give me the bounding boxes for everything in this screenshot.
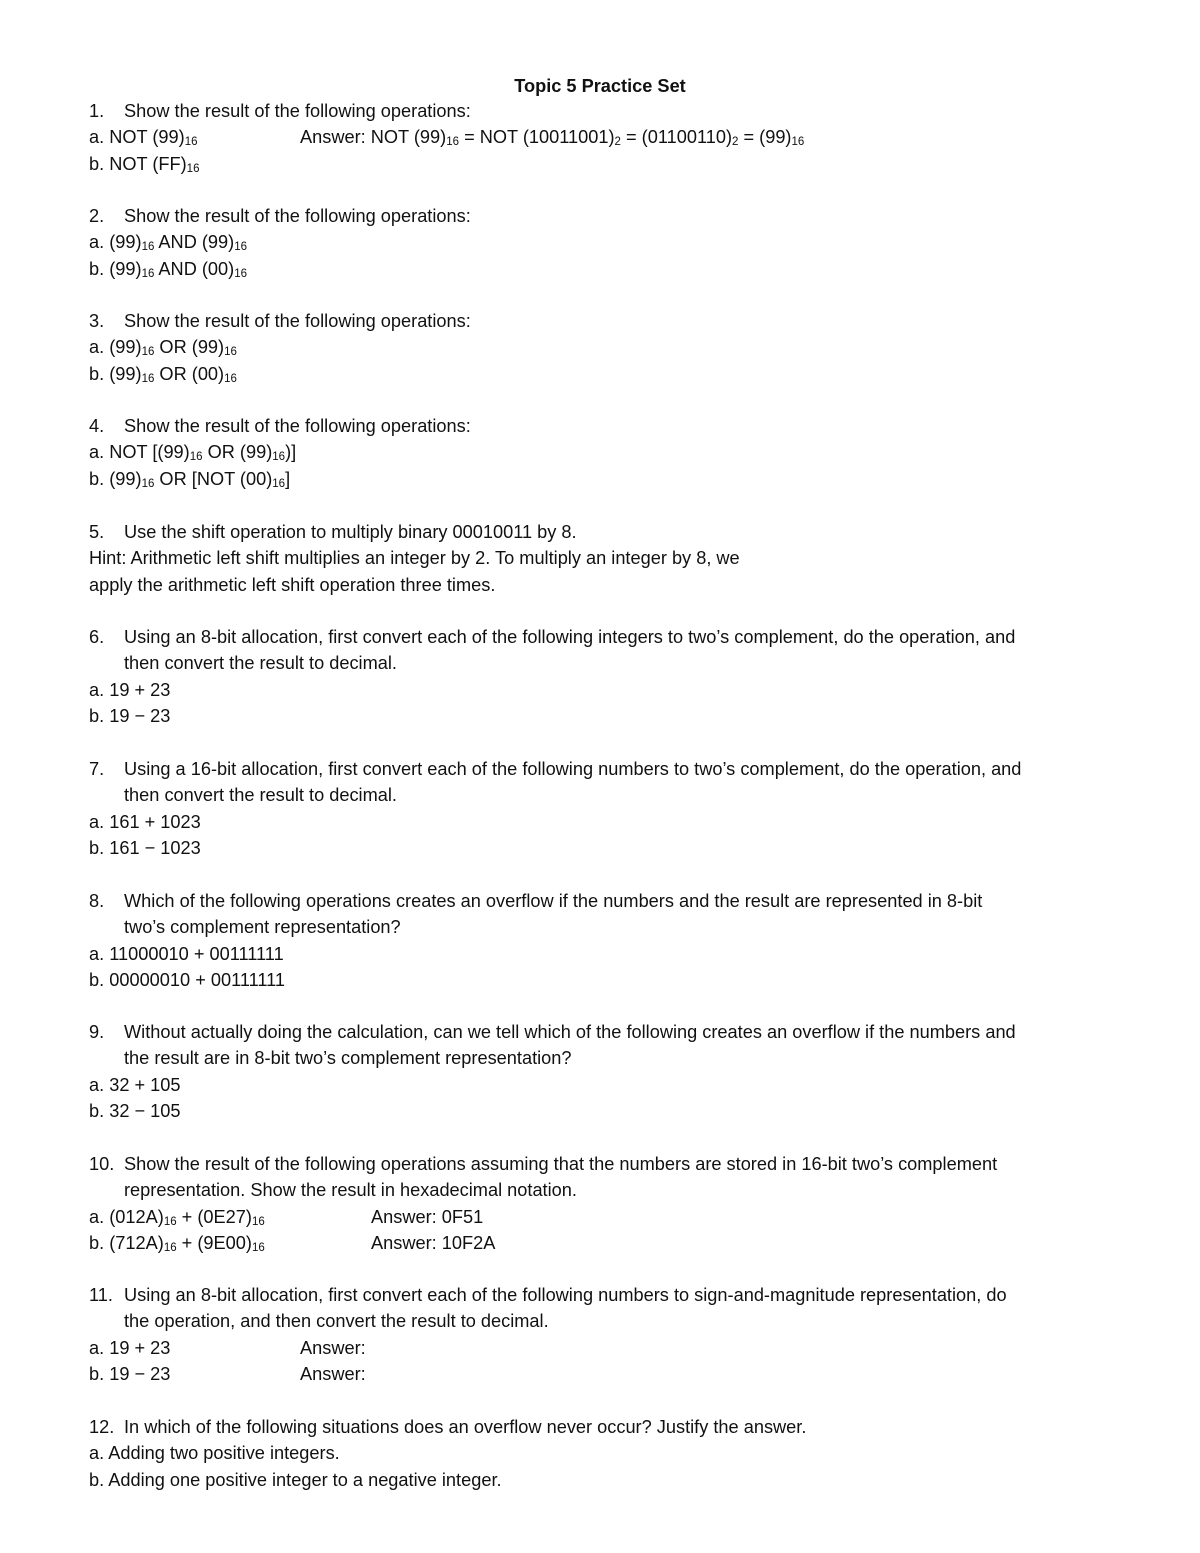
question-text — [89, 519, 1149, 545]
item-b — [89, 466, 1149, 492]
question-3 — [89, 308, 1149, 387]
question-number: 4. — [89, 416, 105, 436]
question-prompt: Show the result of the following operations: — [124, 416, 471, 436]
item-b — [89, 151, 1149, 177]
item-a — [89, 439, 1149, 465]
subscript: 16 — [234, 241, 248, 254]
item-a: a. 19 + 23 — [89, 679, 171, 700]
question-number: 9. — [89, 1022, 105, 1042]
question-text — [89, 888, 1149, 914]
question-9 — [89, 1019, 1149, 1124]
question-number: 5. — [89, 522, 105, 542]
question-text — [89, 1019, 1149, 1045]
question-number: 6. — [89, 627, 105, 647]
question-text-continued: then convert the result to decimal. — [124, 785, 397, 806]
question-text — [89, 308, 1149, 334]
item-a-operation: + (0E27) — [176, 1206, 252, 1227]
answer-part: Answer: NOT (99) — [300, 127, 447, 148]
question-11 — [89, 1282, 1149, 1387]
question-text-continued: then convert the result to decimal. — [124, 653, 397, 674]
item-b — [89, 361, 1149, 387]
question-7 — [89, 756, 1149, 861]
question-prompt: Show the result of the following operations assuming that the numbers are stored in 16-bit two’s complement — [124, 1154, 998, 1174]
question-5 — [89, 519, 1149, 598]
item-b: b. 00000010 + 00111111 — [89, 969, 286, 990]
subscript: 16 — [224, 346, 237, 359]
subscript: 16 — [224, 372, 237, 385]
item-a: a. 11000010 + 00111111 — [89, 943, 284, 964]
subscript: 16 — [141, 346, 155, 359]
item-b-operation: + (9E00) — [176, 1232, 252, 1253]
item-b-operation: OR [NOT (00) — [154, 468, 273, 489]
subscript: 2 — [614, 136, 621, 149]
question-prompt: Using an 8-bit allocation, first convert each of the following integers to two’s complement, do the operation, and — [124, 627, 1016, 647]
item-a-text: a. 19 + 23 — [89, 1337, 171, 1358]
item-a: a. Adding two positive integers. — [89, 1443, 340, 1464]
item-a-end: )] — [285, 442, 297, 463]
subscript: 16 — [272, 477, 286, 490]
item-a — [89, 229, 1149, 255]
subscript: 2 — [732, 136, 739, 149]
item-b-text: b. (99) — [89, 258, 142, 279]
subscript: 16 — [251, 1215, 265, 1228]
item-a: a. 161 + 1023 — [89, 811, 201, 832]
item-a-text: a. NOT (99) — [89, 127, 185, 148]
question-12 — [89, 1414, 1149, 1493]
item-a — [89, 1204, 1149, 1230]
question-10 — [89, 1151, 1149, 1256]
subscript: 16 — [251, 1241, 265, 1254]
question-6 — [89, 624, 1149, 729]
question-number: 8. — [89, 891, 105, 911]
item-b-text: b. (99) — [89, 468, 142, 489]
subscript: 16 — [272, 451, 286, 464]
subscript: 16 — [234, 267, 248, 280]
item-b-answer: Answer: — [300, 1363, 366, 1384]
item-b: b. 161 − 1023 — [89, 837, 201, 858]
item-b — [89, 1230, 1149, 1256]
subscript: 16 — [141, 372, 155, 385]
item-a — [89, 1335, 1149, 1361]
question-number: 11. — [89, 1285, 113, 1305]
question-text — [89, 1414, 1149, 1440]
question-prompt: Using a 16-bit allocation, first convert each of the following numbers to two’s complement, do the operation, and — [124, 759, 1022, 779]
subscript: 16 — [141, 241, 155, 254]
subscript: 16 — [189, 451, 203, 464]
item-b-text: b. NOT (FF) — [89, 153, 187, 174]
question-number: 12. — [89, 1417, 115, 1437]
item-a-answer — [300, 124, 804, 150]
question-prompt: Show the result of the following operations: — [124, 206, 471, 226]
item-b-operation: OR (00) — [154, 363, 225, 384]
item-b: b. 19 − 23 — [89, 705, 171, 726]
answer-part: = (99) — [738, 127, 792, 148]
question-number: 7. — [89, 759, 105, 779]
question-text — [89, 1151, 1149, 1177]
question-4 — [89, 413, 1149, 492]
question-text-continued: two’s complement representation? — [124, 917, 401, 938]
subscript: 16 — [163, 1215, 177, 1228]
item-b-answer: Answer: 10F2A — [371, 1232, 496, 1253]
question-text-continued: representation. Show the result in hexadecimal notation. — [124, 1180, 577, 1201]
question-prompt: Using an 8-bit allocation, first convert each of the following numbers to sign-and-magnitude representation, do — [124, 1285, 1007, 1305]
subscript: 16 — [186, 162, 200, 175]
question-number: 3. — [89, 311, 105, 331]
item-a-answer: Answer: — [300, 1337, 366, 1358]
item-a-operation: OR (99) — [202, 442, 273, 463]
question-prompt: Use the shift operation to multiply binary 00010011 by 8. — [124, 522, 577, 542]
item-b-text: b. (712A) — [89, 1232, 164, 1253]
question-prompt: Show the result of the following operations: — [124, 311, 471, 331]
item-b-text: b. (99) — [89, 363, 142, 384]
item-b: b. 32 − 105 — [89, 1100, 181, 1121]
item-a-text: a. (99) — [89, 232, 142, 253]
item-b: b. Adding one positive integer to a negative integer. — [89, 1469, 502, 1490]
item-b — [89, 256, 1149, 282]
item-b-text: b. 19 − 23 — [89, 1363, 171, 1384]
item-a-text: a. (012A) — [89, 1206, 164, 1227]
question-prompt: Show the result of the following operations: — [124, 101, 471, 121]
question-text-continued: the result are in 8-bit two’s complement representation? — [124, 1048, 572, 1069]
item-a-operation: OR (99) — [154, 337, 225, 358]
question-text — [89, 1282, 1149, 1308]
question-number: 10. — [89, 1154, 115, 1174]
item-a-text: a. NOT [(99) — [89, 442, 190, 463]
item-a-operation: AND (99) — [154, 232, 235, 253]
hint-line: Hint: Arithmetic left shift multiplies an integer by 2. To multiply an integer by 8, we — [89, 548, 740, 569]
item-a: a. 32 + 105 — [89, 1074, 181, 1095]
question-number: 2. — [89, 206, 105, 226]
subscript: 16 — [163, 1241, 177, 1254]
question-text — [89, 624, 1149, 650]
question-1 — [89, 98, 1149, 177]
question-2 — [89, 203, 1149, 282]
question-prompt: Without actually doing the calculation, can we tell which of the following creates an overflow if the numbers and — [124, 1022, 1016, 1042]
answer-part: = NOT (10011001) — [459, 127, 615, 148]
subscript: 16 — [141, 477, 155, 490]
item-b-operation: AND (00) — [154, 258, 235, 279]
question-prompt: In which of the following situations does an overflow never occur? Justify the answer. — [124, 1417, 807, 1437]
item-a-text: a. (99) — [89, 337, 142, 358]
page-title: Topic 5 Practice Set — [514, 76, 686, 96]
subscript: 16 — [184, 136, 198, 149]
item-a — [89, 334, 1149, 360]
subscript: 16 — [446, 136, 460, 149]
question-text-continued: the operation, and then convert the result to decimal. — [124, 1311, 549, 1332]
question-text — [89, 203, 1149, 229]
item-a — [89, 124, 1149, 150]
question-text — [89, 98, 1149, 124]
item-b — [89, 1361, 1149, 1387]
question-8 — [89, 888, 1149, 993]
question-prompt: Which of the following operations creates an overflow if the numbers and the result are represented in 8-bit — [124, 891, 983, 911]
question-text — [89, 756, 1149, 782]
question-number: 1. — [89, 101, 105, 121]
question-text — [89, 413, 1149, 439]
subscript: 16 — [791, 136, 805, 149]
hint-line: apply the arithmetic left shift operation three times. — [89, 574, 496, 595]
answer-part: = (01100110) — [620, 127, 733, 148]
subscript: 16 — [141, 267, 155, 280]
item-b-end: ] — [285, 468, 291, 489]
item-a-answer: Answer: 0F51 — [371, 1206, 484, 1227]
